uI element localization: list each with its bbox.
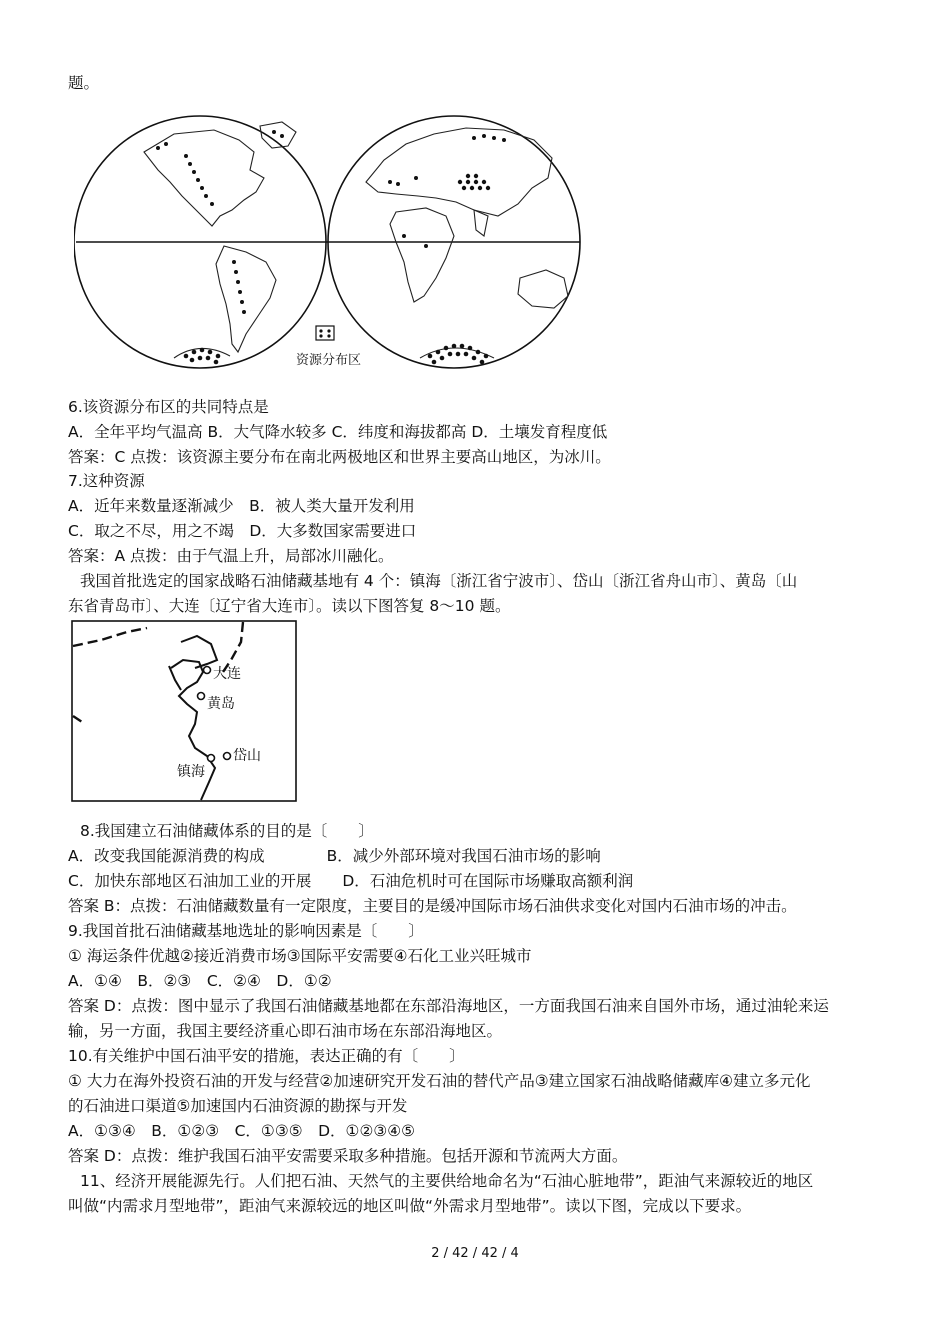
intro-paragraph-cont: 东省青岛市〕、大连〔辽宁省大连市〕。读以下图答复 8～10 题。 [68, 597, 511, 615]
intro-paragraph: 我国首批选定的国家战略石油储藏基地有 4 个：镇海〔浙江省宁波市〕、岱山〔浙江省舟山市〕、黄岛〔山 [80, 572, 798, 590]
city-daishan: 岱山 [233, 748, 261, 764]
question-6-options: A．全年平均气温高 B．大气降水较多 C．纬度和海拔都高 D．土壤发育程度低 [68, 423, 608, 441]
question-10-items-cont: 的石油进口渠道⑤加速国内石油资源的勘探与开发 [68, 1097, 408, 1115]
question-10-items: ① 大力在海外投资石油的开发与经营②加速研究开发石油的替代产品③建立国家石油战略储藏库④建立多元化 [68, 1072, 811, 1090]
question-7-options-cd: C．取之不尽，用之不竭 D．大多数国家需要进口 [68, 522, 417, 540]
question-11-cont: 叫做“内需求月型地带”，距油气来源较远的地区叫做“外需求月型地带”。读以下图，完成以下要求。 [68, 1197, 752, 1215]
question-9-answer: 答案 D：点拨：图中显示了我国石油储藏基地都在东部沿海地区，一方面我国石油来自国外市场，通过油轮来运 [68, 997, 829, 1015]
question-6: 6.该资源分布区的共同特点是 [68, 398, 269, 416]
legend [296, 326, 361, 368]
question-8-options-ab: A．改变我国能源消费的构成 B．减少外部环境对我国石油市场的影响 [68, 847, 601, 865]
question-10-options: A．①③④ B．①②③ C．①③⑤ D．①②③④⑤ [68, 1122, 416, 1140]
question-11: 11、经济开展能源先行。人们把石油、天然气的主要供给地命名为“石油心脏地带”，距油气来源较近的地区 [80, 1172, 814, 1190]
question-9-options: A．①④ B．②③ C．②④ D．①② [68, 972, 332, 990]
question-10-answer: 答案 D：点拨：维护我国石油平安需要采取多种措施。包括开源和节流两大方面。 [68, 1147, 628, 1165]
question-6-answer: 答案：C 点拨：该资源主要分布在南北两极地区和世界主要高山地区，为冰川。 [68, 448, 611, 466]
city-zhenhai: 镇海 [177, 764, 205, 780]
china-oil-base-map [71, 620, 297, 802]
question-8-options-cd: C．加快东部地区石油加工业的开展 D．石油危机时可在国际市场赚取高额利润 [68, 872, 634, 890]
legend-label: 资源分布区 [296, 353, 362, 368]
question-7: 7.这种资源 [68, 472, 145, 490]
question-8-answer: 答案 B：点拨：石油储藏数量有一定限度，主要目的是缓冲国际市场石油供求变化对国内石油市场的冲击。 [68, 897, 797, 915]
question-10: 10.有关维护中国石油平安的措施，表达正确的有〔 〕 [68, 1047, 465, 1065]
city-huangdao: 黄岛 [207, 696, 235, 712]
question-7-answer: 答案：A 点拨：由于气温上升，局部冰川融化。 [68, 547, 394, 565]
question-9-answer-cont: 输，另一方面，我国主要经济重心即石油市场在东部沿海地区。 [68, 1022, 503, 1040]
question-8: 8.我国建立石油储藏体系的目的是〔 〕 [80, 822, 374, 840]
question-9: 9.我国首批石油储藏基地选址的影响因素是〔 〕 [68, 922, 424, 940]
city-dalian: 大连 [213, 666, 241, 682]
question-7-options-ab: A．近年来数量逐渐减少 B．被人类大量开发利用 [68, 497, 415, 515]
world-resource-map [74, 112, 584, 370]
text-line: 题。 [68, 74, 100, 92]
question-9-items: ① 海运条件优越②接近消费市场③国际平安需要④石化工业兴旺城市 [68, 947, 532, 965]
page-footer: 2 / 42 / 42 / 4 [431, 1246, 519, 1261]
